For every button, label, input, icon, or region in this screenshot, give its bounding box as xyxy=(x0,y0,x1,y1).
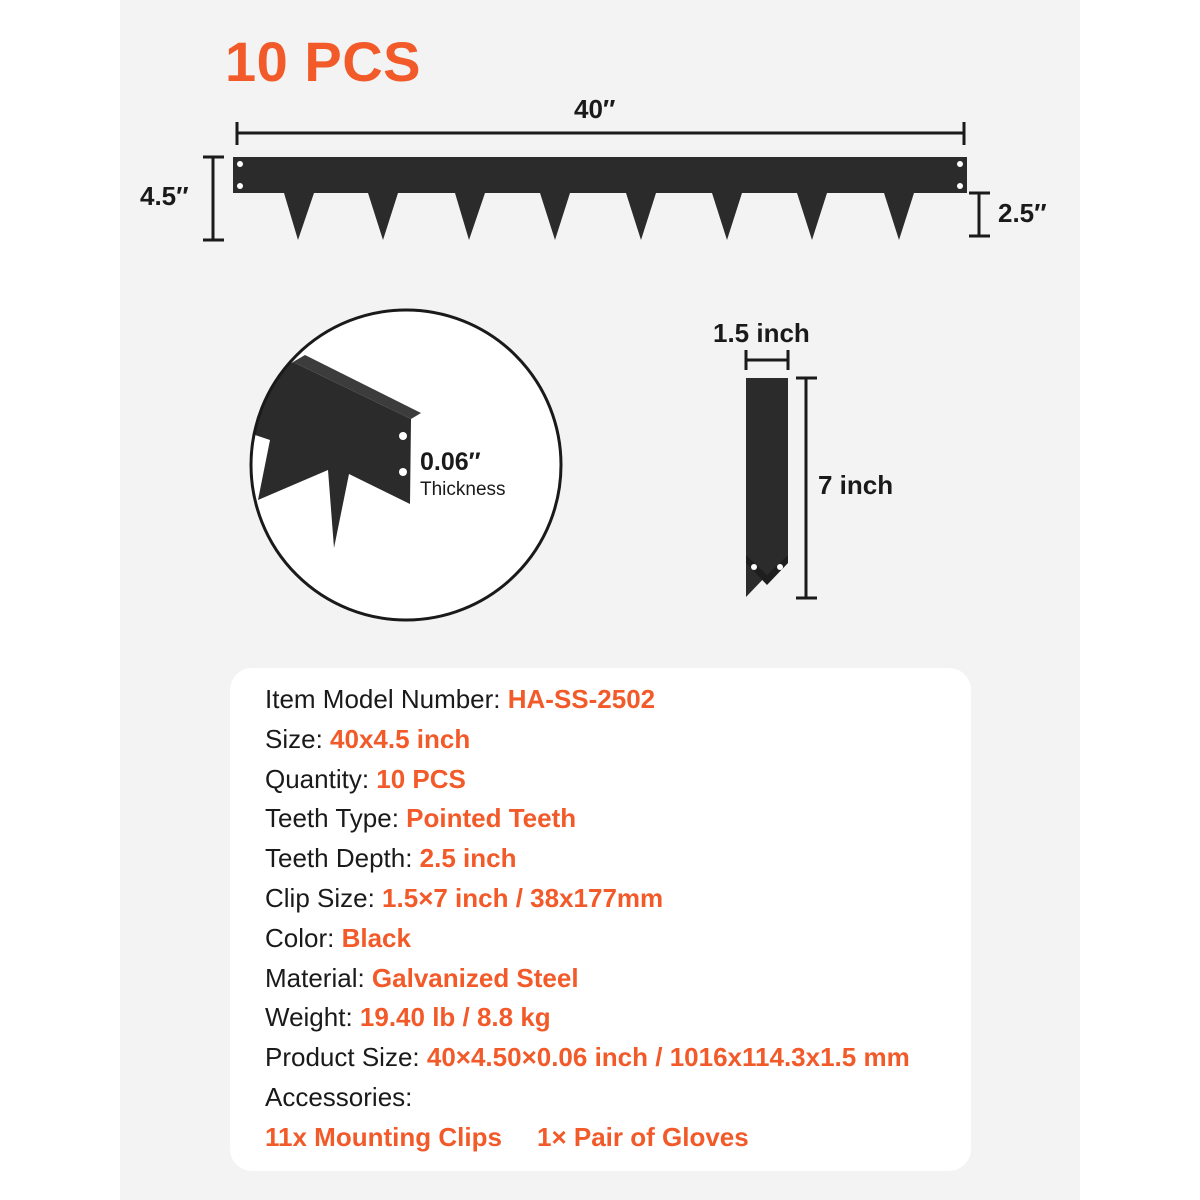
spec-label: Clip Size: xyxy=(265,882,383,913)
spec-row-product-size xyxy=(265,1040,910,1080)
spec-value: Galvanized Steel xyxy=(371,962,579,993)
teeth-depth-dimension-line xyxy=(969,193,990,236)
spec-row-teeth-type xyxy=(265,801,910,841)
spec-row-model xyxy=(265,682,910,722)
spec-label: Item Model Number: xyxy=(265,684,508,714)
mounting-clip xyxy=(746,378,788,597)
spec-value: HA-SS-2502 xyxy=(507,684,656,714)
accessories-label: Accessories: xyxy=(265,1081,413,1112)
length-label: 40′′ xyxy=(574,94,616,124)
height-dimension-line xyxy=(203,157,224,240)
spec-value: 2.5 inch xyxy=(419,843,517,874)
spec-value: 19.40 lb / 8.8 kg xyxy=(359,1002,551,1033)
spec-label: Material: xyxy=(265,962,372,993)
accessory-mounting-clips: 11x Mounting Clips xyxy=(265,1121,502,1152)
spec-row-weight xyxy=(265,1000,910,1040)
spec-label: Size: xyxy=(265,723,331,754)
teeth-depth-label: 2.5′′ xyxy=(998,198,1047,228)
spec-value: 40×4.50×0.06 inch / 1016x114.3x1.5 mm xyxy=(426,1042,910,1073)
spec-row-accessories xyxy=(265,1080,910,1120)
spec-label: Product Size: xyxy=(265,1042,427,1073)
length-dimension-line xyxy=(237,122,964,145)
headline-quantity: 10 PCS xyxy=(225,30,421,93)
spec-row-quantity xyxy=(265,762,910,802)
spec-value: 1.5×7 inch / 38x177mm xyxy=(382,882,664,913)
spec-value: Black xyxy=(341,922,411,953)
spec-label: Teeth Type: xyxy=(265,803,407,834)
clip-height-dimension-line xyxy=(796,378,817,598)
spec-row-teeth-depth xyxy=(265,841,910,881)
edging-strip xyxy=(233,157,967,240)
accessory-gloves: 1× Pair of Gloves xyxy=(537,1121,749,1152)
spec-value: Pointed Teeth xyxy=(406,803,577,834)
spec-value: 10 PCS xyxy=(376,763,466,794)
spec-row-material xyxy=(265,961,910,1001)
accessories-items xyxy=(265,1120,910,1160)
clip-width-dimension-line xyxy=(746,350,788,370)
spec-row-size xyxy=(265,722,910,762)
spec-row-clip-size xyxy=(265,881,910,921)
spec-label: Quantity: xyxy=(265,763,377,794)
height-label: 4.5′′ xyxy=(140,181,189,211)
spec-list xyxy=(265,682,910,1160)
spec-label: Weight: xyxy=(265,1002,360,1033)
clip-width-label: 1.5 inch xyxy=(713,318,810,348)
thickness-caption: Thickness xyxy=(420,479,506,500)
spec-label: Teeth Depth: xyxy=(265,843,420,874)
spec-value: 40x4.5 inch xyxy=(330,723,471,754)
clip-height-label: 7 inch xyxy=(818,470,894,500)
thickness-value: 0.06′′ xyxy=(420,448,481,476)
spec-row-color xyxy=(265,921,910,961)
spec-label: Color: xyxy=(265,922,342,953)
